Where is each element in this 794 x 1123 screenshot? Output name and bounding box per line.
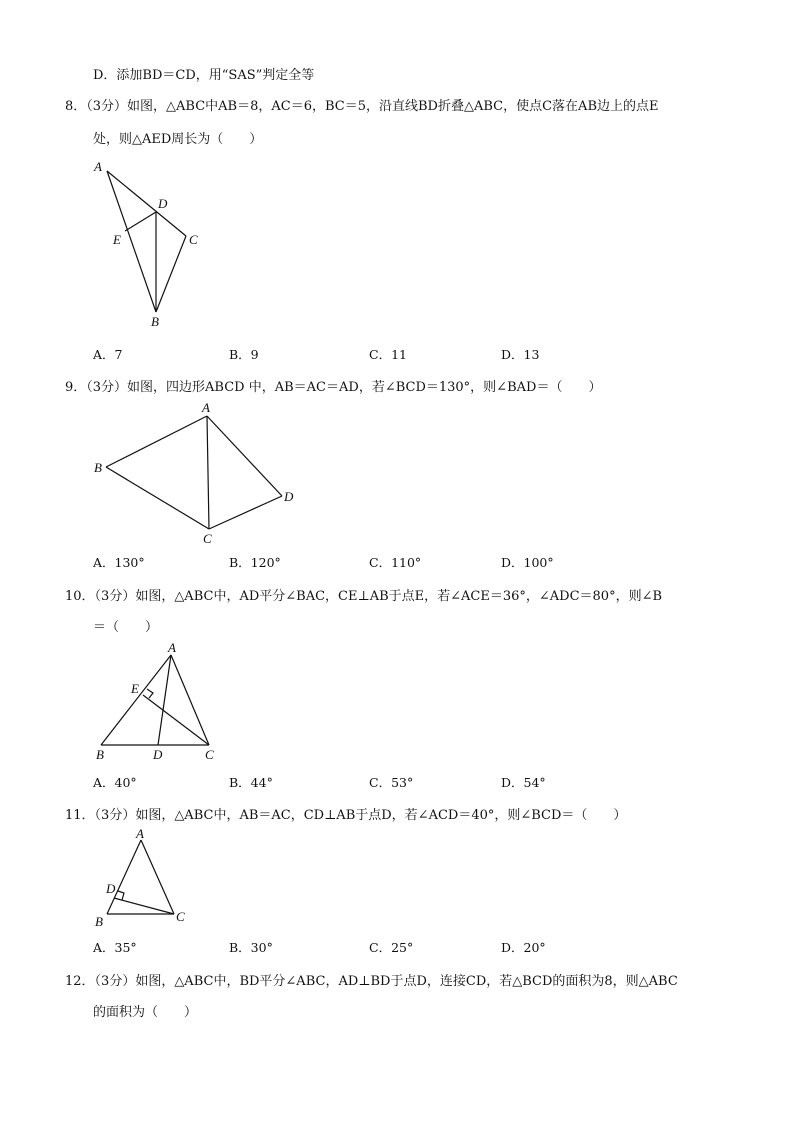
q8-option-d[interactable]: D．13 <box>501 347 540 362</box>
q10-label-b: B <box>96 747 104 762</box>
q11-segment-cd <box>114 898 174 914</box>
q10-option-a[interactable]: A．40° <box>93 775 137 790</box>
question-8-text: 8．（3分）如图，△ABC中AB＝8，AC＝6，BC＝5，沿直线BD折叠△ABC，使点C落在AB边上的点E <box>65 99 659 114</box>
q10-label-c: C <box>205 747 214 762</box>
q10-label-a: A <box>168 640 176 655</box>
q9-option-d[interactable]: D．100° <box>501 555 554 570</box>
question-12-text: 12．（3分）如图，△ABC中，BD平分∠ABC，AD⊥BD于点D，连接CD，若△BCD的面积为8，则△ABC <box>65 974 678 989</box>
q11-label-c: C <box>176 909 185 924</box>
q8-option-b[interactable]: B．9 <box>229 347 259 362</box>
q11-option-b[interactable]: B．30° <box>229 940 273 955</box>
q8-segment-cb <box>156 236 186 312</box>
q11-option-a[interactable]: A．35° <box>93 940 137 955</box>
q11-label-d: D <box>106 881 116 896</box>
question-9-text: 9．（3分）如图，四边形ABCD 中，AB＝AC＝AD，若∠BCD＝130°，则∠BAD＝（ ） <box>65 380 602 395</box>
q8-label-d: D <box>158 196 168 211</box>
q9-option-b[interactable]: B．120° <box>229 555 281 570</box>
q11-right-angle-mark <box>118 891 124 900</box>
q10-option-b[interactable]: B．44° <box>229 775 273 790</box>
q9-segment-ab <box>106 416 207 467</box>
q8-option-a[interactable]: A．7 <box>93 347 123 362</box>
q11-option-c[interactable]: C．25° <box>369 940 414 955</box>
question-9-figure <box>85 395 315 550</box>
q8-option-c[interactable]: C．11 <box>369 347 407 362</box>
q8-label-e: E <box>113 232 121 247</box>
question-10-text-cont: ＝（ ） <box>93 620 159 635</box>
question-12-text-cont: 的面积为（ ） <box>93 1005 198 1020</box>
question-10-text: 10．（3分）如图，△ABC中，AD平分∠BAC，CE⊥AB于点E，若∠ACE＝36°，∠ADC＝80°，则∠B <box>65 589 663 604</box>
q11-segment-ac <box>141 840 174 914</box>
q8-label-b: B <box>151 314 159 329</box>
q9-segment-ac <box>207 416 209 529</box>
q9-label-a: A <box>202 400 210 415</box>
q10-label-e: E <box>131 681 139 696</box>
q10-right-angle-mark <box>147 689 153 698</box>
question-11-figure <box>85 825 195 930</box>
question-8-figure <box>85 155 225 335</box>
q8-segment-de <box>125 212 156 231</box>
q9-label-c: C <box>203 531 212 546</box>
q9-segment-bc <box>106 467 209 529</box>
q9-label-b: B <box>94 460 102 475</box>
q9-segment-cd <box>209 496 282 529</box>
q9-segment-ad <box>207 416 282 496</box>
question-10-figure <box>85 638 235 768</box>
q11-option-d[interactable]: D．20° <box>501 940 546 955</box>
q10-segment-ce <box>143 695 209 745</box>
prev-question-option-d: D．添加BD＝CD，用“SAS”判定全等 <box>93 68 315 83</box>
question-8-text-cont: 处，则△AED周长为（ ） <box>93 132 263 147</box>
question-11-text: 11．（3分）如图，△ABC中，AB＝AC，CD⊥AB于点D，若∠ACD＝40°，则∠BCD＝（ ） <box>65 808 627 823</box>
q10-option-d[interactable]: D．54° <box>501 775 546 790</box>
q10-option-c[interactable]: C．53° <box>369 775 414 790</box>
q10-segment-ac <box>171 655 209 745</box>
q8-label-a: A <box>94 159 102 174</box>
q9-option-a[interactable]: A．130° <box>93 555 145 570</box>
q11-label-a: A <box>136 826 144 841</box>
q9-label-d: D <box>284 489 294 504</box>
q11-segment-ab <box>107 840 141 914</box>
q8-label-c: C <box>189 232 198 247</box>
q10-label-d: D <box>153 747 163 762</box>
q9-option-c[interactable]: C．110° <box>369 555 422 570</box>
q11-label-b: B <box>95 914 103 929</box>
